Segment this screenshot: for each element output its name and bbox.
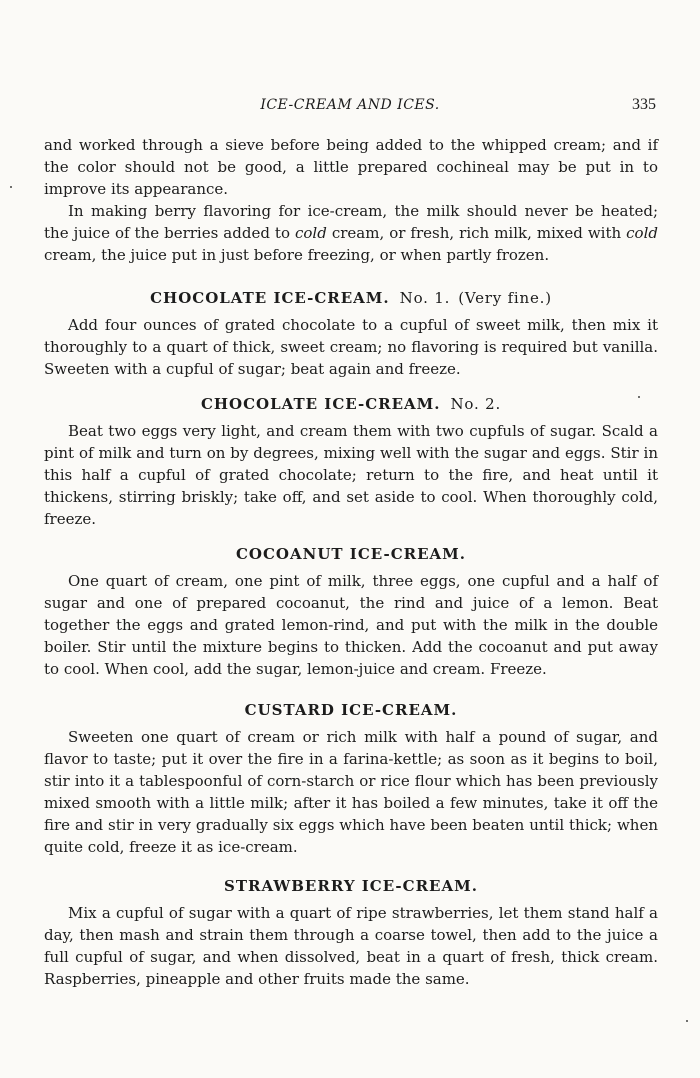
recipe-body-strawberry: Mix a cupful of sugar with a quart of ripe strawberries, let them stand half a day, then mash and strain them through a coarse towel, then add to the juice a full cupful of sugar, and when dissolved, beat in a quart of fresh, thick cream. Raspberries, pineapple and other fruits made the same. (44, 904, 658, 988)
speck-mark (686, 1020, 688, 1022)
text-run: cream, the juice put in just before freezing, or when partly frozen. (44, 246, 550, 264)
recipe-heading-chocolate-2 (44, 394, 658, 414)
recipe-body-chocolate-2: Beat two eggs very light, and cream them with two cupfuls of sugar. Scald a pint of milk and turn on by degrees, mixing well with the sugar and eggs. Stir in this half a cupful of grated chocolate; return to the fire, and heat until it thickens, stirring briskly; take off, and set aside to cool. When thoroughly cold, freeze. (44, 422, 658, 528)
recipe-body-cocoanut: One quart of cream, one pint of milk, three eggs, one cupful and a half of sugar and one of prepared cocoanut, the rind and juice of a lemon. Beat together the eggs and grated lemon-rind, and put with the milk in the double boiler. Stir until the mixture begins to thicken. Add the cocoanut and put away to cool. When cool, add the sugar, lemon-juice and cream. Freeze. (44, 572, 658, 678)
page-content (44, 134, 658, 990)
recipe-number: No. 2. (450, 395, 502, 413)
text-run: In making berry flavoring for ice-cream, the milk should never be heated; the juice of the berries added to (44, 202, 658, 242)
recipe-title: CHOCOLATE ICE-CREAM. (150, 289, 390, 307)
recipe-body-chocolate-1: Add four ounces of grated chocolate to a cupful of sweet milk, then mix it thoroughly to a quart of thick, sweet cream; no flavoring is required but vanilla. Sweeten with a cupful of sugar; beat again and freeze. (44, 316, 658, 378)
text-run: cream, or fresh, rich milk, mixed with (326, 224, 627, 242)
recipe-heading-chocolate-1 (44, 288, 658, 308)
recipe-body-custard: Sweeten one quart of cream or rich milk with half a pound of sugar, and flavor to taste; put it over the fire in a farina-kettle; as soon as it begins to boil, stir into it a tablespoonful of corn-starch or rice flour which has been previously mixed smooth with a little milk; after it has boiled a few minutes, take it off the fire and stir in very gradually six eggs which have been beaten until thick; when quite cold, freeze it as ice-cream. (44, 728, 658, 856)
emphasis-cold: cold (295, 224, 327, 242)
recipe-heading-cocoanut (44, 544, 658, 564)
running-head: ICE-CREAM AND ICES. (260, 97, 440, 113)
recipe-number: No. 1. (399, 289, 451, 307)
intro-paragraph-continued: and worked through a sieve before being added to the whipped cream; and if the color should not be good, a little prepared cochineal may be put in to improve its appearance. (44, 136, 658, 198)
emphasis-cold: cold (626, 224, 658, 242)
recipe-title: CHOCOLATE ICE-CREAM. (200, 395, 441, 413)
intro-paragraph-berry-flavoring (44, 200, 658, 266)
recipe-title: CUSTARD ICE-CREAM. (244, 701, 458, 719)
speck-mark (10, 186, 12, 188)
recipe-title: STRAWBERRY ICE-CREAM. (224, 877, 478, 895)
speck-mark (638, 396, 640, 398)
page-number: 335 (632, 96, 656, 113)
recipe-heading-custard (44, 700, 658, 720)
recipe-title: COCOANUT ICE-CREAM. (235, 545, 467, 563)
recipe-heading-strawberry (44, 876, 658, 896)
recipe-note: (Very fine.) (458, 289, 552, 307)
